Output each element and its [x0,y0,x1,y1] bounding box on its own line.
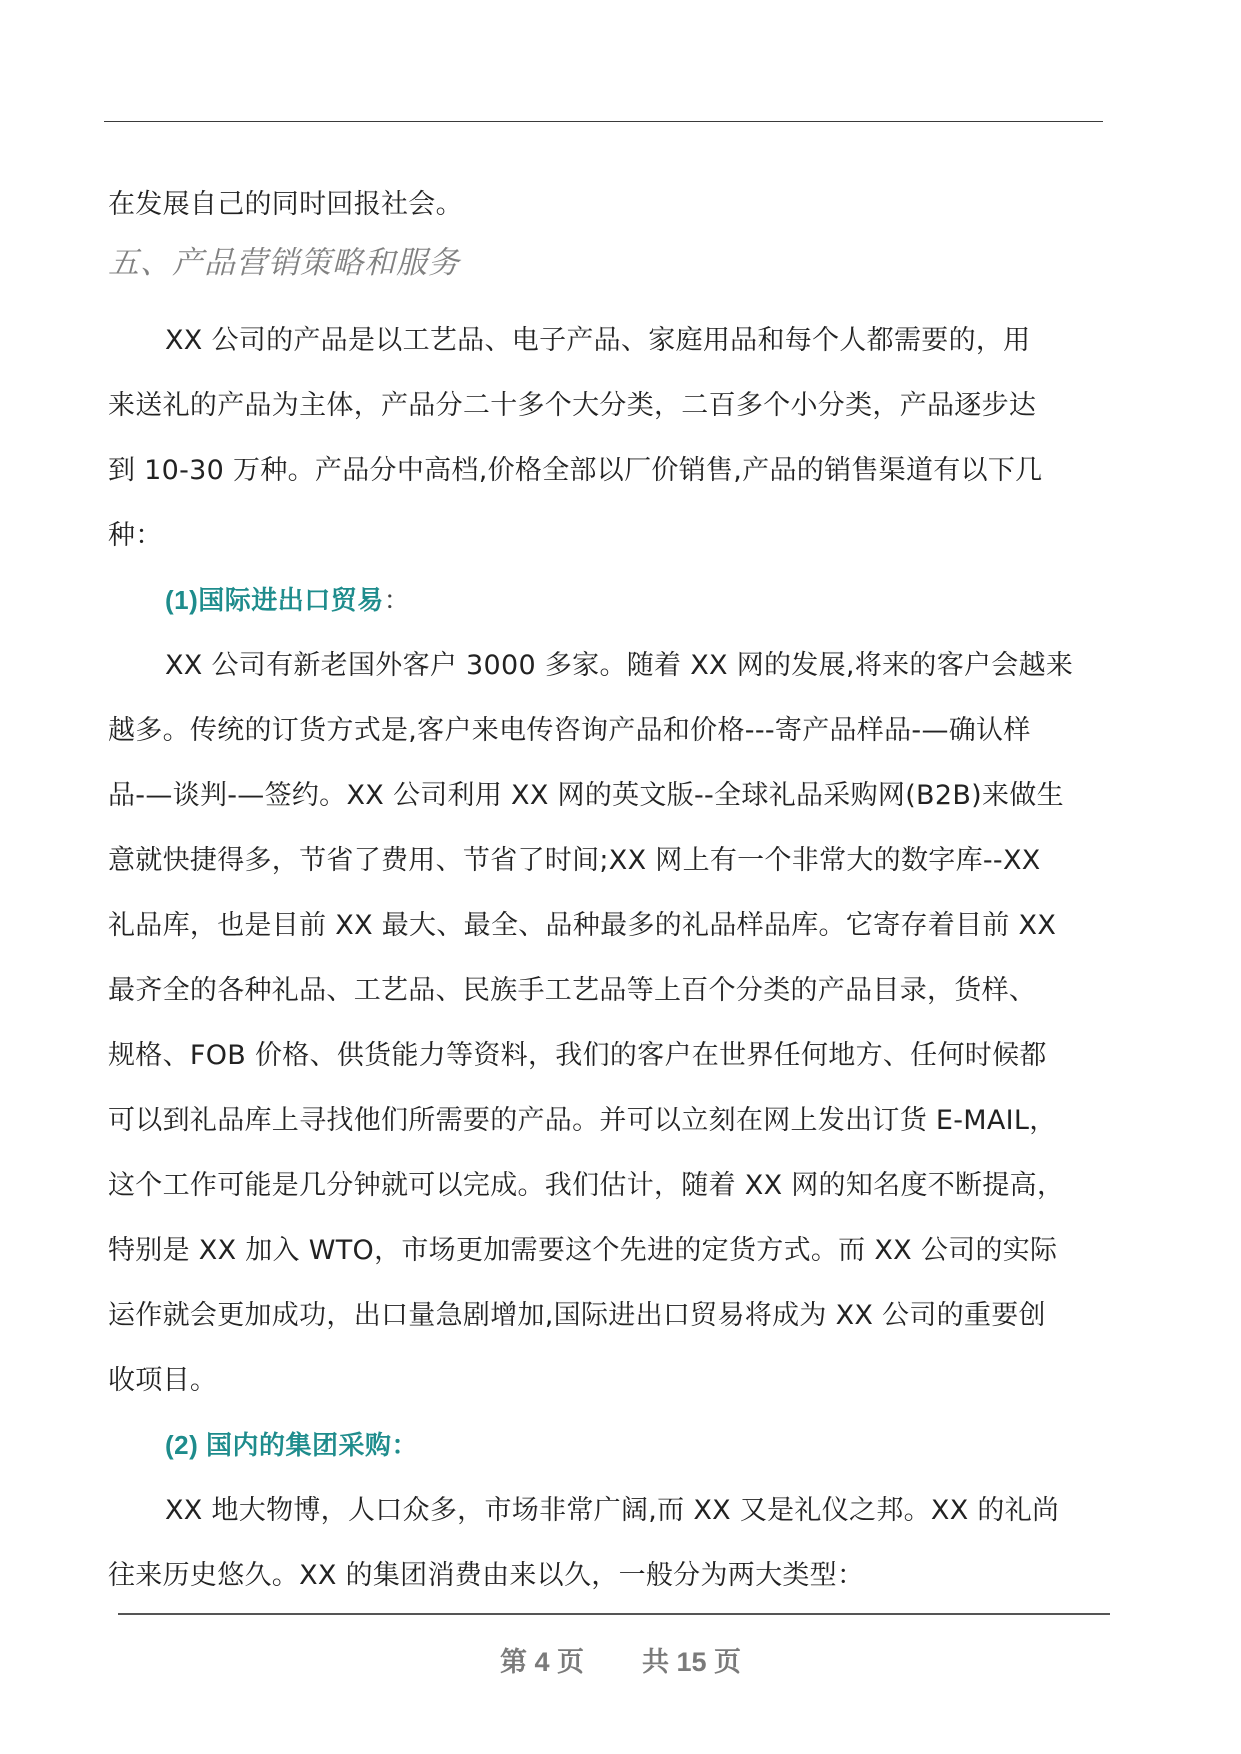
subheading-text: (1)国际进出口贸易 [165,585,384,615]
footer-rule [118,1613,1110,1615]
paragraph-line: XX 地大物博，人口众多，市场非常广阔,而 XX 又是礼仪之邦。XX 的礼尚 [165,1495,1060,1526]
subheading-international-trade [108,568,1098,633]
subheading-domestic-procurement: (2) 国内的集团采购： [165,1430,419,1460]
paragraph-line: 最齐全的各种礼品、工艺品、民族手工艺品等上百个分类的产品目录，货样、 [108,975,1037,1006]
paragraph-line: 这个工作可能是几分钟就可以完成。我们估计，随着 XX 网的知名度不断提高， [108,1170,1065,1201]
paragraph-line: 到 10-30 万种。产品分中高档,价格全部以厂价销售,产品的销售渠道有以下几 [108,455,1043,486]
section-heading: 五、产品营销策略和服务 [108,245,460,281]
paragraph-line: 运作就会更加成功，出口量急剧增加,国际进出口贸易将成为 XX 公司的重要创 [108,1300,1046,1331]
paragraph-line: 往来历史悠久。XX 的集团消费由来以久，一般分为两大类型： [108,1560,865,1591]
paragraph-product-overview [108,308,1098,568]
page-body [108,178,1098,1608]
paragraph-line: 种： [108,520,163,551]
paragraph-line: XX 公司有新老国外客户 3000 多家。随着 XX 网的发展,将来的客户会越来 [165,650,1074,681]
paragraph-line: 来送礼的产品为主体，产品分二十多个大分类，二百多个小分类，产品逐步达 [108,390,1037,421]
paragraph-line: 规格、FOB 价格、供货能力等资料，我们的客户在世界任何地方、任何时候都 [108,1040,1047,1071]
header-rule [104,121,1103,122]
paragraph-line: 品-—谈判-—签约。XX 公司利用 XX 网的英文版--全球礼品采购网(B2B)来做生 [108,780,1064,811]
page-number: 第 4 页 [499,1647,584,1677]
paragraph-domestic-procurement [108,1478,1098,1608]
paragraph-line: XX 公司的产品是以工艺品、电子产品、家庭用品和每个人都需要的，用 [165,325,1031,356]
paragraph-line: 收项目。 [108,1365,218,1396]
page-footer [0,1640,1241,1679]
paragraph-line: 特别是 XX 加入 WTO，市场更加需要这个先进的定货方式。而 XX 公司的实际 [108,1235,1058,1266]
subheading-colon: ： [383,585,411,615]
paragraph-line: 意就快捷得多，节省了费用、节省了时间;XX 网上有一个非常大的数字库--XX [108,845,1041,876]
page-total: 共 15 页 [641,1647,742,1677]
paragraph-line: 礼品库，也是目前 XX 最大、最全、品种最多的礼品样品库。它寄存着目前 XX [108,910,1057,941]
paragraph-line: 越多。传统的订货方式是,客户来电传咨询产品和价格---寄产品样品-—确认样 [108,715,1031,746]
paragraph-line: 可以到礼品库上寻找他们所需要的产品。并可以立刻在网上发出订货 E-MAIL， [108,1105,1057,1136]
paragraph-international-trade [108,633,1098,1413]
intro-line: 在发展自己的同时回报社会。 [108,189,463,220]
